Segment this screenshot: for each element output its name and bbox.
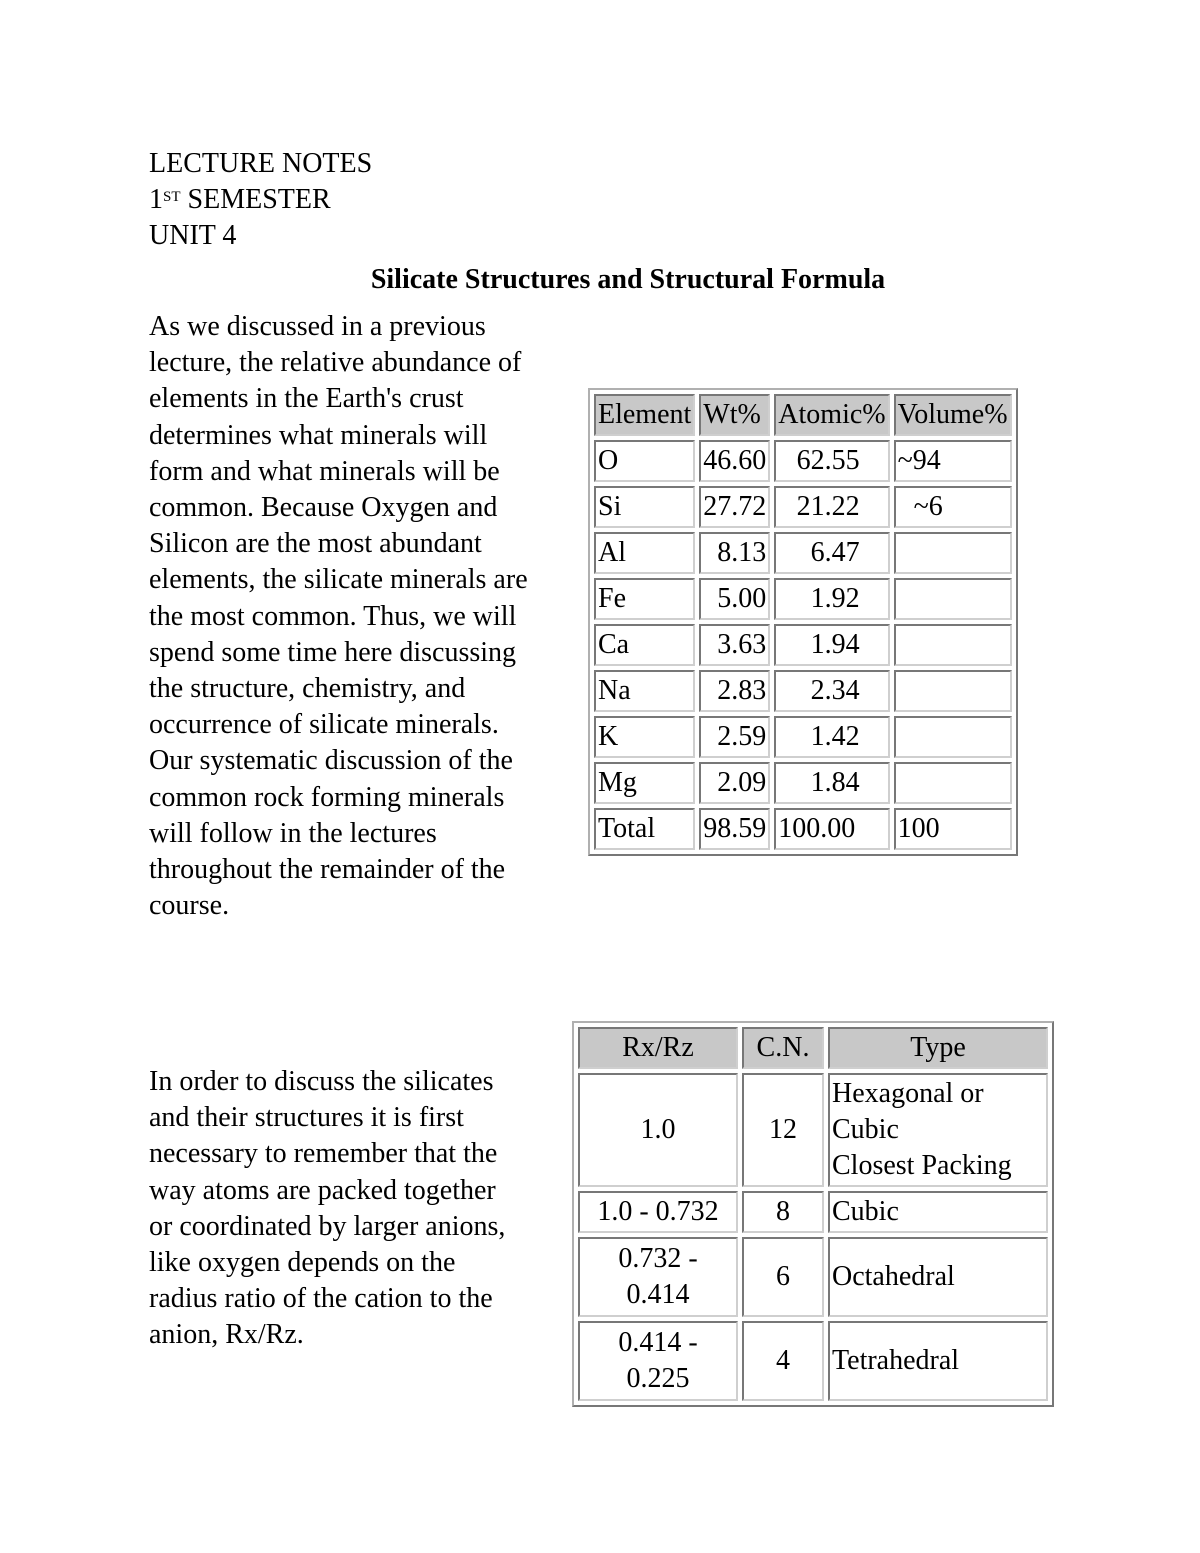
- weight-percent-cell: 2.09: [699, 762, 770, 804]
- coordination-number-cell: 4: [742, 1321, 824, 1401]
- element-abundance-rows: [594, 440, 1012, 850]
- coordination-number-cell: 8: [742, 1191, 824, 1233]
- table-header-row: [594, 394, 1012, 436]
- weight-percent-cell: 46.60: [699, 440, 770, 482]
- table-row: [594, 762, 1012, 804]
- coordination-number-cell: 12: [742, 1073, 824, 1187]
- header-semester: [149, 182, 372, 218]
- element-cell: O: [594, 440, 695, 482]
- atomic-percent-cell: 1.42: [774, 716, 889, 758]
- table-row: [594, 808, 1012, 850]
- radius-ratio-cell: 0.732 - 0.414: [578, 1237, 738, 1317]
- table-row: [594, 670, 1012, 712]
- column-header-wt: Wt%: [699, 394, 770, 436]
- element-cell: K: [594, 716, 695, 758]
- volume-percent-cell: [894, 670, 1012, 712]
- table-row: [594, 578, 1012, 620]
- radius-ratio-cell: 1.0: [578, 1073, 738, 1187]
- table-row: [594, 440, 1012, 482]
- radius-ratio-cell: 1.0 - 0.732: [578, 1191, 738, 1233]
- atomic-percent-cell: 2.34: [774, 670, 889, 712]
- weight-percent-cell: 98.59: [699, 808, 770, 850]
- header-lecture-notes: LECTURE NOTES: [149, 148, 373, 179]
- table-row: [594, 532, 1012, 574]
- document-header: [149, 146, 372, 254]
- packing-type-cell: Octahedral: [828, 1237, 1048, 1317]
- radius-ratio-cell: 0.414 - 0.225: [578, 1321, 738, 1401]
- column-header-type: Type: [828, 1027, 1048, 1069]
- volume-percent-cell: [894, 578, 1012, 620]
- volume-percent-cell: ~94: [894, 440, 1012, 482]
- element-cell: Ca: [594, 624, 695, 666]
- weight-percent-cell: 27.72: [699, 486, 770, 528]
- weight-percent-cell: 2.59: [699, 716, 770, 758]
- table-header-row: [578, 1027, 1048, 1069]
- volume-percent-cell: [894, 762, 1012, 804]
- page-title: Silicate Structures and Structural Formula: [370, 264, 886, 295]
- element-cell: Fe: [594, 578, 695, 620]
- table-row: [578, 1073, 1048, 1187]
- element-cell: Mg: [594, 762, 695, 804]
- packing-type-cell: Tetrahedral: [828, 1321, 1048, 1401]
- weight-percent-cell: 2.83: [699, 670, 770, 712]
- table-row: [594, 716, 1012, 758]
- volume-percent-cell: ~6: [894, 486, 1012, 528]
- semester-number: 1: [149, 184, 163, 215]
- column-header-atomic: Atomic%: [774, 394, 889, 436]
- packing-type-cell: Hexagonal or Cubic Closest Packing: [828, 1073, 1048, 1187]
- table-row: [594, 624, 1012, 666]
- table-row: [578, 1237, 1048, 1317]
- atomic-percent-cell: 21.22: [774, 486, 889, 528]
- atomic-percent-cell: 1.94: [774, 624, 889, 666]
- semester-word: SEMESTER: [180, 184, 331, 215]
- element-cell: Total: [594, 808, 695, 850]
- table-row: [578, 1321, 1048, 1401]
- intro-paragraph: As we discussed in a previous lecture, the relative abundance of elements in the Earth's crust determines what minerals will form and what minerals will be common. Because Oxygen and Silicon are the most abundant elements, the silicate minerals are the most common. Thus, we will spend some time here discussing the structure, chemistry, and occurrence of silicate minerals. Our systematic discussion of the common rock forming minerals will follow in the lectures throughout the remainder of the course.: [149, 311, 528, 922]
- atomic-percent-cell: 62.55: [774, 440, 889, 482]
- atomic-percent-cell: 1.92: [774, 578, 889, 620]
- element-cell: Si: [594, 486, 695, 528]
- column-header-coordination-number: C.N.: [742, 1027, 824, 1069]
- table-row: [594, 486, 1012, 528]
- coordination-number-cell: 6: [742, 1237, 824, 1317]
- atomic-percent-cell: 100.00: [774, 808, 889, 850]
- packing-type-cell: Cubic: [828, 1191, 1048, 1233]
- weight-percent-cell: 5.00: [699, 578, 770, 620]
- header-unit: UNIT 4: [149, 220, 237, 251]
- volume-percent-cell: 100: [894, 808, 1012, 850]
- volume-percent-cell: [894, 624, 1012, 666]
- table-row: [578, 1191, 1048, 1233]
- volume-percent-cell: [894, 532, 1012, 574]
- atomic-percent-cell: 6.47: [774, 532, 889, 574]
- atomic-percent-cell: 1.84: [774, 762, 889, 804]
- weight-percent-cell: 8.13: [699, 532, 770, 574]
- volume-percent-cell: [894, 716, 1012, 758]
- radius-ratio-paragraph: In order to discuss the silicates and their structures it is first necessary to remember that the way atoms are packed together or coordinated by larger anions, like oxygen depends on the radius ratio of the cation to the anion, Rx/Rz.: [149, 1066, 506, 1351]
- column-header-volume: Volume%: [894, 394, 1012, 436]
- coordination-rows: [578, 1073, 1048, 1401]
- element-abundance-table: [588, 388, 1018, 856]
- coordination-table: [572, 1021, 1054, 1407]
- weight-percent-cell: 3.63: [699, 624, 770, 666]
- column-header-element: Element: [594, 394, 695, 436]
- element-cell: Al: [594, 532, 695, 574]
- element-cell: Na: [594, 670, 695, 712]
- semester-ordinal-suffix: ST: [163, 189, 181, 205]
- column-header-radius-ratio: Rx/Rz: [578, 1027, 738, 1069]
